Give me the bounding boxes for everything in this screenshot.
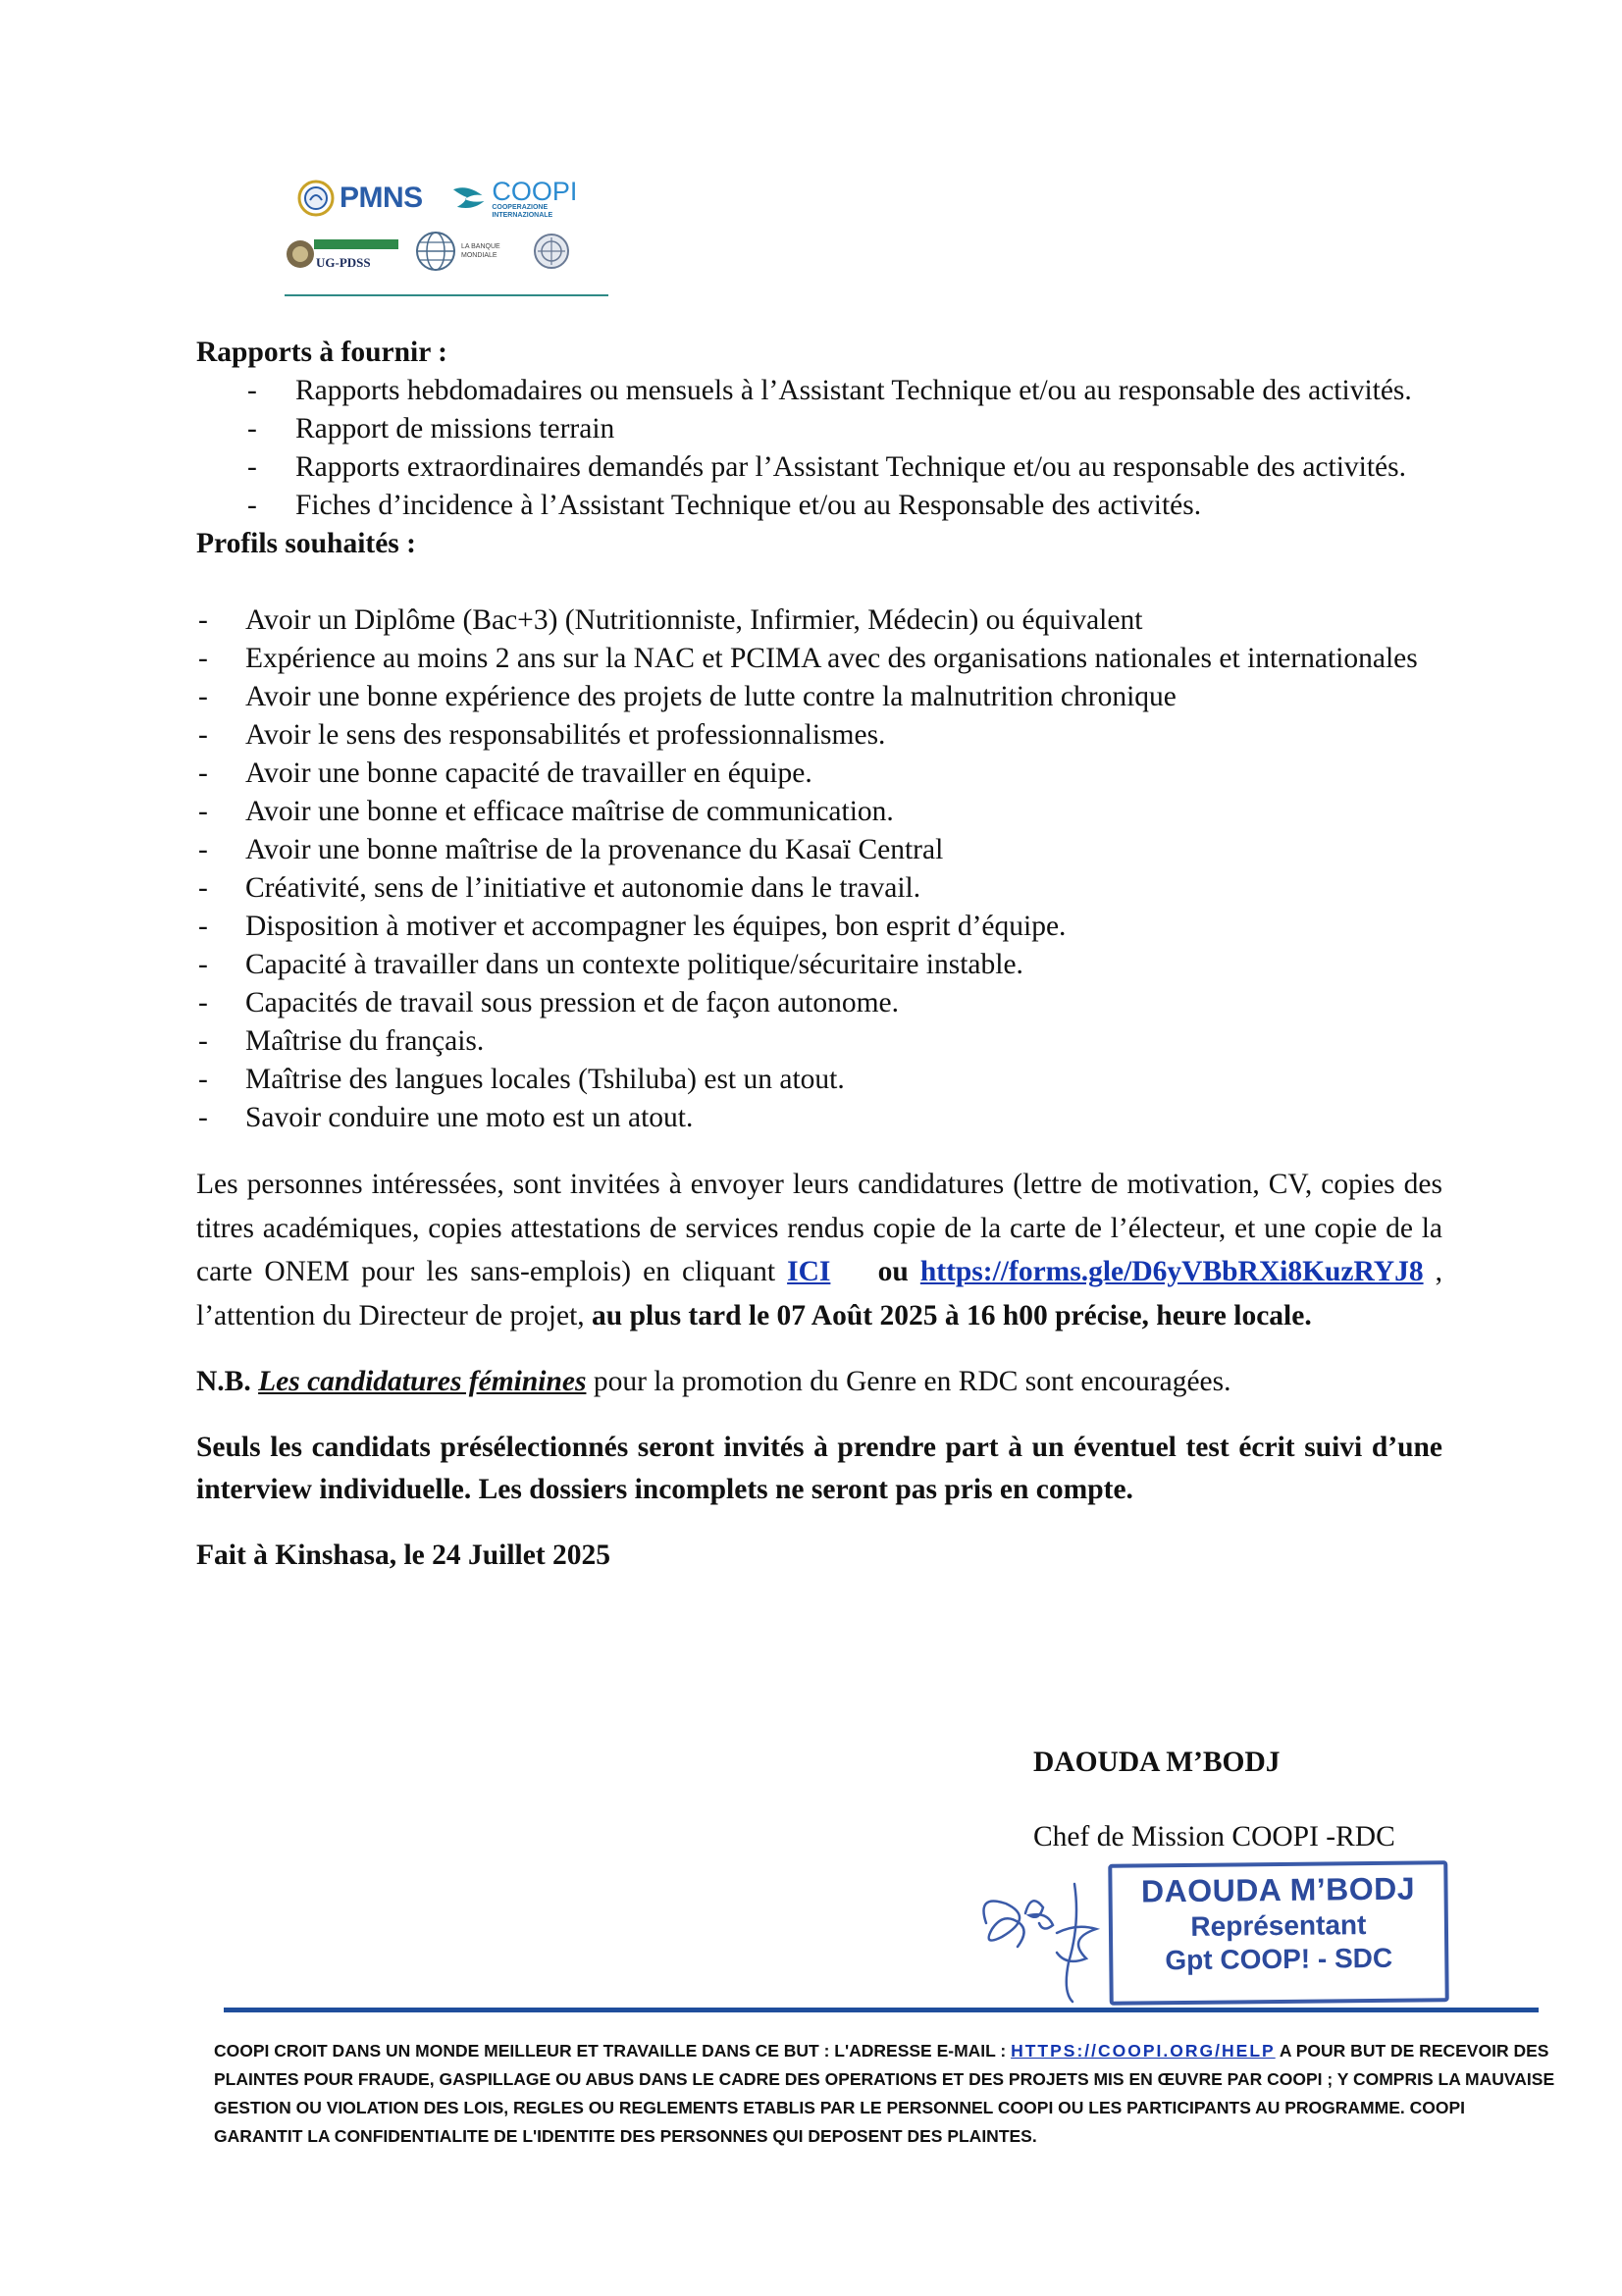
place-date: Fait à Kinshasa, le 24 Juillet 2025 bbox=[196, 1539, 611, 1571]
footer-line-1: COOPI CROIT DANS UN MONDE MEILLEUR ET TRAVAILLE DANS CE BUT : L'ADRESSE E-MAIL : bbox=[214, 2041, 1007, 2061]
list-item: - Disposition à motiver et accompagner les équipes, bon esprit d’équipe. bbox=[198, 911, 1067, 942]
list-item: - Créativité, sens de l’initiative et autonomie dans le travail. bbox=[198, 872, 921, 904]
coopi-swirl-icon bbox=[449, 180, 488, 219]
form-link[interactable]: https://forms.gle/D6yVBbRXi8KuzRYJ8 bbox=[919, 1256, 1424, 1287]
list-item: - Maîtrise des langues locales (Tshiluba) est un atout. bbox=[198, 1064, 845, 1095]
list-item: - Avoir une bonne maîtrise de la provenance du Kasaï Central bbox=[198, 834, 944, 865]
nb-paragraph bbox=[196, 1363, 1442, 1401]
list-item: - Maîtrise du français. bbox=[198, 1025, 485, 1057]
list-item: - Avoir une bonne expérience des projets de lutte contre la malnutrition chronique bbox=[198, 681, 1177, 712]
coopi-label: COOPI bbox=[492, 177, 578, 206]
ugpdss-emblem-icon bbox=[285, 237, 316, 271]
coopi-sublabel: COOPERAZIONE INTERNAZIONALE bbox=[492, 204, 553, 219]
list-item: - Avoir une bonne et efficace maîtrise de communication. bbox=[198, 796, 894, 827]
footer-divider bbox=[224, 2008, 1539, 2012]
list-item: - Expérience au moins 2 ans sur la NAC et PCIMA avec des organisations nationales et internationales bbox=[198, 643, 1418, 674]
partner-logos bbox=[285, 177, 608, 294]
un-emblem-icon bbox=[532, 232, 571, 271]
profiles-heading: Profils souhaités : bbox=[196, 528, 416, 559]
attention-text: , l’attention du Directeur de projet, bbox=[196, 1256, 1443, 1331]
globe-icon bbox=[414, 230, 457, 273]
stamp-line-1: DAOUDA M’BODJ bbox=[1140, 1870, 1416, 1909]
coopi-logo bbox=[449, 179, 608, 220]
deadline-text: au plus tard le 07 Août 2025 à 16 h00 précise, heure locale. bbox=[592, 1299, 1312, 1331]
ugpdss-bar bbox=[314, 239, 398, 249]
ici-link[interactable]: ICI bbox=[787, 1256, 831, 1287]
nb-rest: pour la promotion du Genre en RDC sont encouragées. bbox=[593, 1366, 1231, 1397]
connector-text: ou bbox=[877, 1256, 909, 1287]
nb-label: N.B. bbox=[196, 1366, 251, 1397]
official-stamp bbox=[1108, 1860, 1448, 2006]
worldbank-logo bbox=[414, 230, 512, 273]
application-paragraph bbox=[196, 1163, 1442, 1337]
pmns-emblem-icon bbox=[296, 177, 336, 220]
signatory-title: Chef de Mission COOPI -RDC bbox=[1033, 1821, 1395, 1852]
pmns-label: PMNS bbox=[340, 182, 423, 214]
application-text: Les personnes intéressées, sont invitées à envoyer leurs candidatures (lettre de motivation, CV, copies des titres académiques, copies attestations de services rendus copie de la carte de l’électeur, et une copie de la carte ONEM pour les sans-emplois) en cliquant bbox=[196, 1169, 1442, 1287]
ugpdss-label: UG-PDSS bbox=[316, 255, 371, 270]
list-item: - Avoir le sens des responsabilités et professionnalismes. bbox=[198, 719, 886, 751]
list-item: - Fiches d’incidence à l’Assistant Technique et/ou au Responsable des activités. bbox=[247, 490, 1202, 521]
signatory-name: DAOUDA M’BODJ bbox=[1033, 1747, 1281, 1778]
worldbank-label: LA BANQUE MONDIALE bbox=[461, 243, 500, 259]
list-item: - Capacité à travailler dans un contexte politique/sécuritaire instable. bbox=[198, 949, 1023, 980]
list-item: - Capacités de travail sous pression et de façon autonome. bbox=[198, 987, 899, 1018]
stamp-line-2: Représentant bbox=[1190, 1909, 1367, 1942]
stamp-line-3: Gpt COOP! - SDC bbox=[1165, 1942, 1393, 1976]
help-url-link[interactable]: HTTPS://COOPI.ORG/HELP bbox=[1011, 2041, 1276, 2061]
ugpdss-logo bbox=[285, 235, 402, 275]
footer-body: A POUR BUT DE RECEVOIR DES PLAINTES POUR FRAUDE, GASPILLAGE OU ABUS DANS LE CADRE DES OPERATIONS ET DES PROJETS MIS EN ŒUVRE PAR COOPI ; Y COMPRIS LA MAUVAISE GESTION OU VIOLATION DES LOIS, REGLES OU REGLEMENTS ETABLIS PAR LE PERSONNEL COOPI OU LES PARTICIPANTS AU PROGRAMME. COOPI GARANTIT LA CONFIDENTIALITE DE L'IDENTITE DES PERSONNES QUI DEPOSENT DES PLAINTES. bbox=[214, 2041, 1555, 2146]
list-item: - Savoir conduire une moto est un atout. bbox=[198, 1102, 694, 1133]
list-item: - Avoir une bonne capacité de travailler en équipe. bbox=[198, 757, 812, 789]
list-item: - Rapports hebdomadaires ou mensuels à l’Assistant Technique et/ou au responsable des activités. bbox=[247, 375, 1412, 406]
list-item: - Avoir un Diplôme (Bac+3) (Nutritionniste, Infirmier, Médecin) ou équivalent bbox=[198, 604, 1143, 636]
un-logo bbox=[532, 232, 571, 276]
nb-emphasis: Les candidatures féminines bbox=[258, 1366, 587, 1397]
selection-notice: Seuls les candidats présélectionnés seront invités à prendre part à un éventuel test écrit suivi d’une interview individuelle. Les dossiers incomplets ne seront pas pris en compte. bbox=[196, 1432, 1442, 1505]
reports-list bbox=[196, 372, 1442, 525]
list-item: - Rapports extraordinaires demandés par l’Assistant Technique et/ou au responsable des activités. bbox=[247, 451, 1406, 483]
reports-heading: Rapports à fournir : bbox=[196, 337, 447, 368]
list-item: - Rapport de missions terrain bbox=[247, 413, 615, 444]
footer-notice bbox=[214, 2037, 1558, 2151]
logo-divider bbox=[285, 294, 608, 296]
pmns-logo bbox=[296, 177, 423, 220]
document-body bbox=[196, 334, 1442, 1575]
profiles-list bbox=[196, 601, 1442, 1137]
